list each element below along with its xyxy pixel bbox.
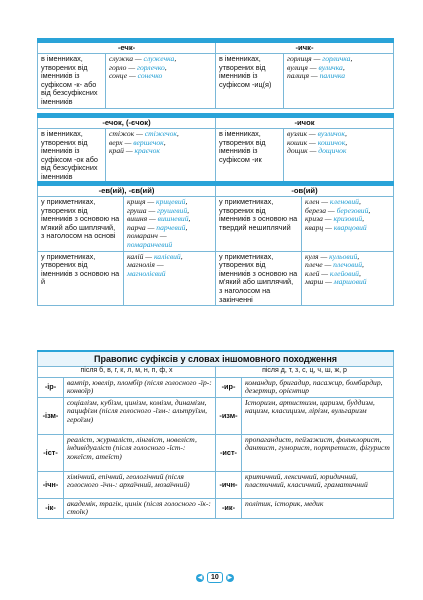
prev-arrow-icon: ◀: [197, 574, 203, 581]
example-line: груша — грушевий,: [127, 205, 190, 215]
example-line: калій — калієвий,: [127, 251, 183, 261]
example-line: служка — служечка,: [109, 54, 177, 64]
suffix-right: -изм-: [216, 397, 242, 434]
suffix-left: -ік-: [38, 498, 64, 518]
example-line: помаранч —: [127, 231, 167, 241]
page-number-nav: [196, 572, 234, 583]
header-echk: -ечк-: [38, 43, 216, 54]
example-line: парча — парчевий,: [127, 222, 188, 232]
examples-ov-hard: [302, 197, 394, 252]
example-line: кварц — кварцовий: [305, 222, 367, 232]
suffix-right-examples: командир, бригадир, пасажир, бомбардир, дезертир, орієнтир: [242, 377, 394, 397]
suffix-left-examples: соціалізм, кубізм, цинізм, комізм, динамізм, пацифізм (після голосного -їзм-: альтруїзм, героїзм): [64, 397, 216, 434]
suffix-right: -ир-: [216, 377, 242, 397]
examples-ychk: [284, 54, 394, 109]
example-line: вузлик — вузличок,: [287, 129, 347, 139]
suffix-right-examples: пропагандист, пейзажист, фольклорист, дантист, гуморист, портретист, фігурист: [242, 434, 394, 471]
suffix-row: [38, 377, 394, 397]
example-line: магнолієвий: [127, 268, 166, 278]
examples-ov-stress: [302, 251, 394, 306]
table-ev-ov: [37, 181, 394, 306]
suffix-right: -ичн-: [216, 471, 242, 498]
suffix-right-examples: політик, історик, медик: [242, 498, 394, 518]
header-ov: -ов(ий): [216, 186, 394, 197]
example-line: вулиця — вуличка,: [287, 62, 345, 72]
rule-ychk: в іменниках, утворених від іменників із суфіксом -иц(я): [216, 54, 284, 109]
example-line: береза — березовий,: [305, 205, 371, 215]
next-arrow-icon: ▶: [227, 574, 233, 581]
suffix-left-examples: реаліст, журналіст, лінгвіст, новеліст, індивідуаліст (після голосного -їст-: хокеїст, атеїст): [64, 434, 216, 471]
example-line: горло — горлечко,: [109, 62, 167, 72]
examples-ychok: [284, 129, 394, 184]
example-line: помаранчевий: [127, 240, 173, 250]
suffix-left: -ір-: [38, 377, 64, 397]
suffix-right-examples: критичний, лексичний, юридичний, пластичний, класичний, граматичний: [242, 471, 394, 498]
header-ychok: -ичок: [216, 118, 394, 129]
header-echok: -ечок, (-єчок): [38, 118, 216, 129]
example-line: сонце — сонечко: [109, 71, 163, 81]
header-ev: -ев(ий), -єв(ий): [38, 186, 216, 197]
example-line: край — краєчок: [109, 146, 160, 156]
suffix-row: [38, 498, 394, 518]
suffix-right: -ист-: [216, 434, 242, 471]
example-line: стіжок — стіжечок,: [109, 129, 179, 139]
suffix-left-examples: хімічний, епічний, геологічний (після голосного -їчн-: архаїчний, мозаїчний): [64, 471, 216, 498]
table-echk-ychk: [37, 38, 394, 109]
example-line: криця — крицевий,: [127, 197, 188, 207]
example-line: магнолія —: [127, 260, 164, 270]
suffix-right: -ик-: [216, 498, 242, 518]
suffix-right-examples: Історизм, артистизм, царизм, буддизм, нацизм, класицизм, лірізм, вульгаризм: [242, 397, 394, 434]
example-line: палиця — паличка: [287, 71, 346, 81]
example-line: клей — клейовий,: [305, 268, 361, 278]
examples-ev-y: [124, 251, 216, 306]
example-line: плече — плечовий,: [305, 260, 364, 270]
rule-ov-stress: у прикметниках, утворених від іменників з основою на м'який або шиплячий, з наголосом на закінченні: [216, 251, 302, 306]
rule-ov-hard: у прикметниках, утворених від іменників з основою на твердий нешиплячий: [216, 197, 302, 252]
suffix-row: [38, 471, 394, 498]
suffix-left: -іст-: [38, 434, 64, 471]
example-line: криза — кризовий,: [305, 214, 365, 224]
example-line: дощик — дощичок: [287, 146, 347, 156]
rule-ev-y: у прикметниках, утворених від іменників з основою на й: [38, 251, 124, 306]
example-line: куля — кульовий,: [305, 251, 360, 261]
rule-ev-soft: у прикметниках, утворених від іменників з основою на м'який або шиплячий, з наголосом на основі: [38, 197, 124, 252]
example-line: вишня — вишневий,: [127, 214, 191, 224]
page-number: 10: [207, 572, 223, 583]
examples-echok: [106, 129, 216, 184]
header-ychk: -ичк-: [216, 43, 394, 54]
suffix-left-examples: академік, трагік, цинік (після голосного -їк-: стоїк): [64, 498, 216, 518]
rule-echok: в іменниках, утворених від іменників із суфіксом -ок або від безсуфіксних іменників: [38, 129, 106, 184]
rule-ychok: в іменниках, утворених від іменників із суфіксом -ик: [216, 129, 284, 184]
after-letters-right: після д, т, з, с, ц, ч, ш, ж, р: [216, 366, 394, 377]
example-line: клен — кленовий,: [305, 197, 361, 207]
suffix-left: -ічн-: [38, 471, 64, 498]
suffix-row: [38, 434, 394, 471]
suffix-left-examples: вампір, ювелір, пломбір (після голосного -їр-: конвоїр): [64, 377, 216, 397]
suffix-left: -ізм-: [38, 397, 64, 434]
table-echok-ychok: [37, 113, 394, 184]
suffix-row: [38, 397, 394, 434]
example-line: кошик — кошичок,: [287, 137, 348, 147]
example-line: марш — маршовий: [305, 277, 367, 287]
after-letters-left: після б, в, г, к, л, м, н, п, ф, х: [38, 366, 216, 377]
foreign-suffixes-title: Правопис суфіксів у словах іншомовного походження: [38, 351, 394, 366]
examples-ev-soft: [124, 197, 216, 252]
examples-echk: [106, 54, 216, 109]
rule-echk: в іменниках, утворених від іменників із суфіксом -к- або від безсуфіксних іменників: [38, 54, 106, 109]
example-line: горлиця — горличка,: [287, 54, 353, 64]
table-foreign-suffixes: [37, 350, 394, 519]
example-line: верх — вершечок,: [109, 137, 166, 147]
